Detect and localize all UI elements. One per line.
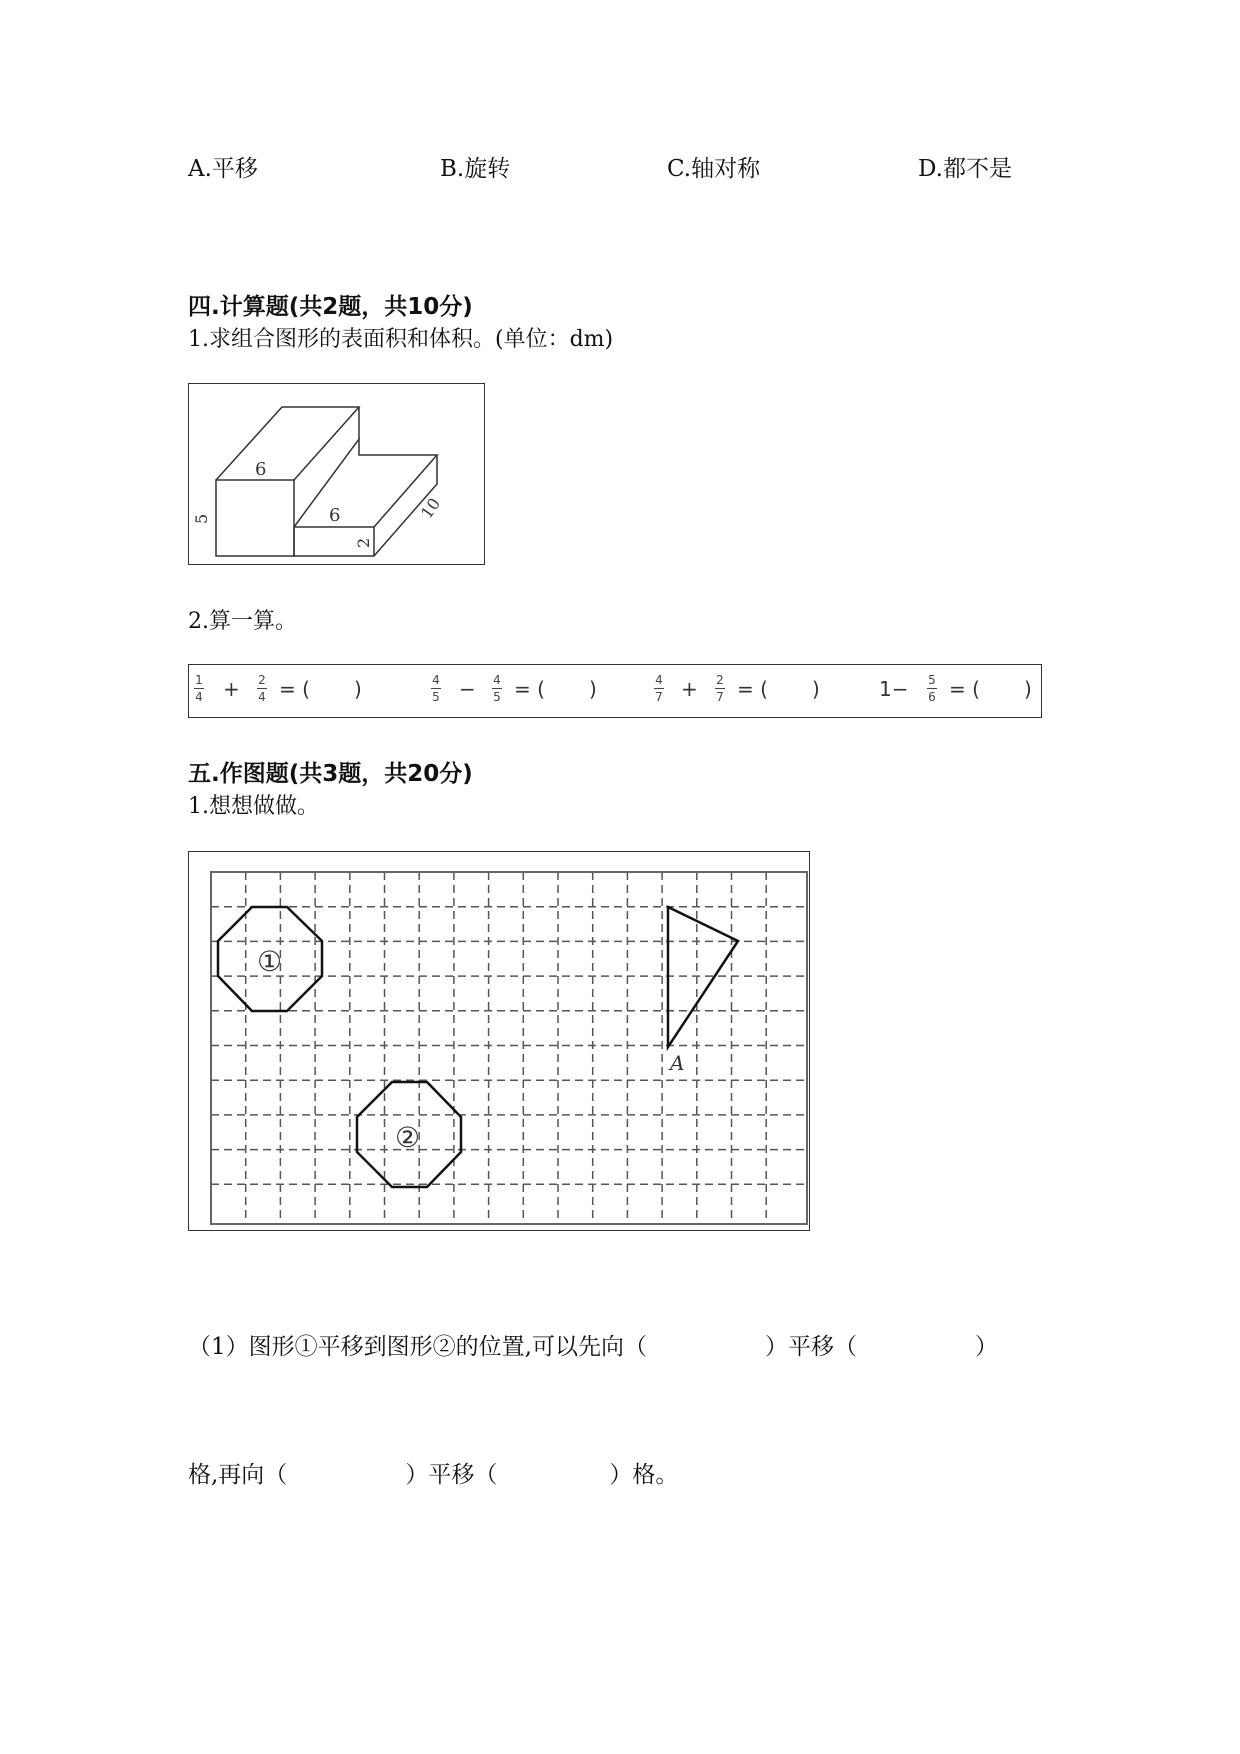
close-paren: ) [589, 677, 597, 701]
fraction: 2 4 [258, 673, 266, 704]
shape1-label: ① [257, 945, 283, 978]
section5-heading: 五.作图题(共3题，共20分) [188, 761, 473, 787]
equals-open: = ( [514, 677, 545, 701]
solid-figure-svg [189, 384, 483, 563]
option-b: B.旋转 [440, 156, 511, 182]
fraction: 1 4 [195, 673, 203, 704]
option-a: A.平移 [188, 156, 258, 182]
triangle-shape [668, 907, 738, 1047]
label-top-length: 6 [255, 459, 267, 480]
close-paren: ) [812, 677, 820, 701]
lead-one-minus: 1− [879, 677, 909, 701]
grid-svg [189, 852, 808, 1229]
label-height: 5 [192, 513, 211, 524]
expression-box [188, 664, 1042, 718]
solid-figure [188, 383, 485, 565]
label-step-height: 2 [354, 537, 373, 548]
operator: + [223, 677, 240, 701]
section5-question1: 1.想想做做。 [188, 794, 319, 819]
label-step-length: 6 [329, 505, 341, 526]
section4-heading: 四.计算题(共2题，共10分) [188, 294, 473, 320]
option-d: D.都不是 [918, 156, 1012, 182]
fraction: 4 7 [655, 673, 663, 704]
equals-open: = ( [279, 677, 310, 701]
close-paren: ) [1024, 677, 1032, 701]
close-paren: ) [354, 677, 362, 701]
fraction: 5 6 [928, 673, 936, 704]
fraction: 2 7 [716, 673, 724, 704]
fill-in-line-1: （1）图形①平移到图形②的位置,可以先向（ ）平移（ ） [188, 1334, 998, 1360]
operator: − [459, 677, 476, 701]
operator: + [681, 677, 698, 701]
fraction: 4 5 [493, 673, 501, 704]
fraction: 4 5 [432, 673, 440, 704]
point-a-label: A [670, 1051, 685, 1075]
grid-border [211, 872, 807, 1224]
label-depth: 10 [416, 494, 445, 523]
equals-open: = ( [949, 677, 980, 701]
grid-figure [188, 851, 810, 1231]
section4-question2: 2.算一算。 [188, 609, 297, 634]
equals-open: = ( [737, 677, 768, 701]
option-c: C.轴对称 [667, 156, 761, 182]
shape2-label: ② [395, 1121, 421, 1154]
section4-question1: 1.求组合图形的表面积和体积。(单位：dm) [188, 327, 614, 352]
fill-in-line-2: 格,再向（ ）平移（ ）格。 [188, 1462, 679, 1488]
